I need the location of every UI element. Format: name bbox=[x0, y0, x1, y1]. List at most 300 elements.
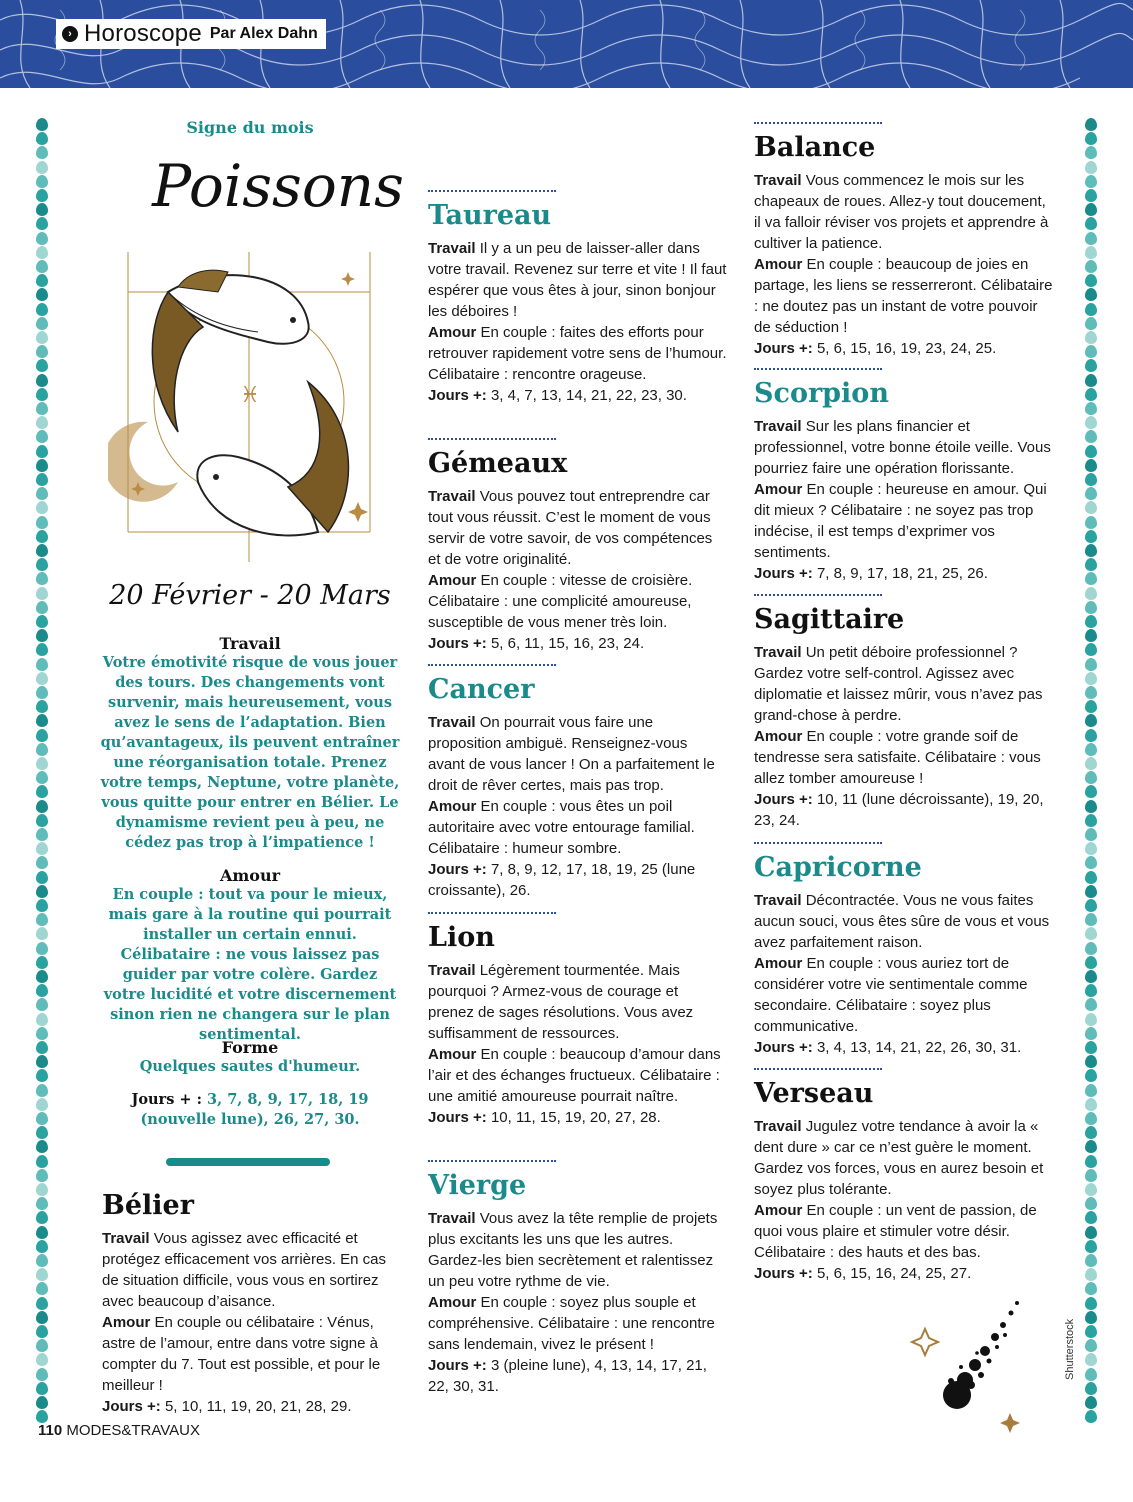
bead-dot bbox=[1085, 345, 1097, 358]
sign-name: Verseau bbox=[754, 1078, 874, 1109]
amour-label: Amour bbox=[428, 572, 477, 589]
travail-text: Sur les plans financier et professionnel, votre bonne étoile veille. Vous pourriez faire une opération florissante. bbox=[754, 418, 1051, 477]
bead-dot bbox=[1085, 1013, 1097, 1026]
sign-name: Sagittaire bbox=[754, 604, 905, 635]
bead-dot bbox=[36, 303, 48, 316]
bead-dot bbox=[1085, 445, 1097, 458]
bead-dot bbox=[36, 359, 48, 372]
jours-text: 10, 11, 15, 19, 20, 27, 28. bbox=[490, 1109, 661, 1126]
bead-dot bbox=[36, 232, 48, 245]
sign-belier bbox=[102, 1190, 402, 1417]
travail-text: Légèrement tourmentée. Mais pourquoi ? Armez-vous de courage et prenez de sages résolutions. Vous avez suffisamment de ressources. bbox=[428, 962, 694, 1042]
bead-dot bbox=[1085, 317, 1097, 330]
sign-body bbox=[754, 416, 1054, 584]
bead-dot bbox=[36, 317, 48, 330]
amour-label: Amour bbox=[754, 728, 803, 745]
bead-dot bbox=[36, 175, 48, 188]
bead-dot bbox=[36, 189, 48, 202]
sign-vierge bbox=[428, 1160, 728, 1397]
dotted-divider bbox=[754, 594, 882, 596]
bead-dot bbox=[36, 1268, 48, 1281]
bead-dot bbox=[1085, 1140, 1097, 1153]
bead-dot bbox=[36, 970, 48, 983]
bead-dot bbox=[1085, 232, 1097, 245]
bead-dot bbox=[1085, 374, 1097, 387]
travail-label: Travail bbox=[754, 172, 802, 189]
amour-text: En couple : votre grande soif de tendresse sera satisfaite. Célibataire : vous allez tomber amoureuse ! bbox=[754, 728, 1041, 787]
bead-dot bbox=[36, 1382, 48, 1395]
bead-dot bbox=[36, 1211, 48, 1224]
bead-dot bbox=[36, 345, 48, 358]
jours-label: Jours +: bbox=[428, 1109, 487, 1126]
bead-dot bbox=[1085, 1240, 1097, 1253]
bead-dot bbox=[36, 629, 48, 642]
sign-of-month-kicker: Signe du mois bbox=[186, 118, 314, 137]
bead-dot bbox=[36, 757, 48, 770]
bead-dot bbox=[1085, 459, 1097, 472]
travail-label: Travail bbox=[754, 644, 802, 661]
bead-dot bbox=[36, 1325, 48, 1338]
bead-dot bbox=[1085, 615, 1097, 628]
jours-text: 5, 6, 11, 15, 16, 23, 24. bbox=[490, 635, 645, 652]
sign-name: Gémeaux bbox=[428, 448, 568, 479]
travail-label: Travail bbox=[428, 714, 476, 731]
bead-dot bbox=[1085, 629, 1097, 642]
jours-text: 10, 11 (lune décroissante), 19, 20, 23, 24. bbox=[754, 791, 1044, 829]
travail-label: Travail bbox=[428, 962, 476, 979]
dotted-divider bbox=[428, 912, 556, 914]
amour-label: Amour bbox=[428, 798, 477, 815]
dotted-divider bbox=[754, 1068, 882, 1070]
amour-text: En couple : beaucoup de joies en partage, les liens se resserreront. Célibataire : ne doutez pas un instant de votre pouvoir de séduction ! bbox=[754, 256, 1053, 336]
jours-label: Jours +: bbox=[754, 1265, 813, 1282]
bead-dot bbox=[36, 714, 48, 727]
bead-dot bbox=[1085, 672, 1097, 685]
sign-body bbox=[428, 238, 728, 406]
featured-forme bbox=[100, 1038, 400, 1077]
bead-dot bbox=[36, 246, 48, 259]
bead-dot bbox=[1085, 146, 1097, 159]
bead-dot bbox=[36, 1240, 48, 1253]
bead-dot bbox=[1085, 260, 1097, 273]
bead-dot bbox=[1085, 714, 1097, 727]
sign-name: Bélier bbox=[102, 1190, 194, 1221]
sign-name: Vierge bbox=[428, 1170, 527, 1201]
travail-text: Il y a un peu de laisser-aller dans votre travail. Revenez sur terre et vite ! Il faut espérer que vous êtes à jour, sinon bonjour les déboires ! bbox=[428, 240, 727, 320]
bead-dot bbox=[1085, 757, 1097, 770]
amour-label: Amour bbox=[754, 955, 803, 972]
bead-dot bbox=[36, 1098, 48, 1111]
sign-sagittaire bbox=[754, 594, 1054, 831]
bead-dot bbox=[36, 700, 48, 713]
bead-dot bbox=[1085, 175, 1097, 188]
bead-dot bbox=[36, 146, 48, 159]
bead-dot bbox=[36, 416, 48, 429]
bead-dot bbox=[36, 1197, 48, 1210]
bead-dot bbox=[36, 516, 48, 529]
travail-text: Vous commencez le mois sur les chapeaux de roues. Allez-y tout doucement, il va falloir réviser vos projets et apprendre à cultiver la patience. bbox=[754, 172, 1049, 252]
sign-name: Balance bbox=[754, 132, 876, 163]
bead-dot bbox=[1085, 1112, 1097, 1125]
amour-text: En couple ou célibataire : Vénus, astre de l’amour, entre dans votre signe à compter du 7. Tout est possible, et pour le meilleur ! bbox=[102, 1314, 381, 1394]
bead-dot bbox=[36, 643, 48, 656]
bead-dot bbox=[1085, 501, 1097, 514]
bead-dot bbox=[36, 814, 48, 827]
bead-dot bbox=[1085, 388, 1097, 401]
header-pattern bbox=[0, 0, 1133, 88]
bead-dot bbox=[36, 1155, 48, 1168]
bead-dot bbox=[36, 1055, 48, 1068]
amour-heading: Amour bbox=[219, 866, 281, 885]
travail-heading: Travail bbox=[219, 634, 281, 653]
sign-name: Lion bbox=[428, 922, 495, 953]
amour-text: En couple : faites des efforts pour retrouver rapidement votre sens de l’humour. Célibataire : rencontre orageuse. bbox=[428, 324, 727, 383]
bead-dot bbox=[1085, 970, 1097, 983]
bead-dot bbox=[36, 785, 48, 798]
bead-dot bbox=[36, 473, 48, 486]
bead-dot bbox=[1085, 1197, 1097, 1210]
bead-dot bbox=[36, 288, 48, 301]
bead-dot bbox=[1085, 1382, 1097, 1395]
bead-dot bbox=[1085, 643, 1097, 656]
featured-days bbox=[100, 1090, 400, 1130]
bead-dot bbox=[1085, 1183, 1097, 1196]
bead-dot bbox=[1085, 700, 1097, 713]
bead-dot bbox=[1085, 814, 1097, 827]
bead-dot bbox=[1085, 161, 1097, 174]
bead-dot bbox=[1085, 658, 1097, 671]
bead-dot bbox=[36, 1311, 48, 1324]
jours-text: 7, 8, 9, 12, 17, 18, 19, 25 (lune croissante), 26. bbox=[428, 861, 696, 899]
forme-heading: Forme bbox=[221, 1038, 279, 1057]
days-label: Jours + : bbox=[131, 1091, 202, 1108]
page-number: 110 bbox=[38, 1422, 63, 1439]
jours-text: 5, 6, 15, 16, 19, 23, 24, 25. bbox=[816, 340, 997, 357]
bead-dot bbox=[1085, 601, 1097, 614]
bead-dot bbox=[36, 899, 48, 912]
sign-verseau bbox=[754, 1068, 1054, 1284]
bead-dot bbox=[36, 1396, 48, 1409]
bead-dot bbox=[1085, 1353, 1097, 1366]
jours-text: 3 (pleine lune), 4, 13, 14, 17, 21, 22, 30, 31. bbox=[428, 1357, 707, 1395]
bead-dot bbox=[36, 544, 48, 557]
bead-dot bbox=[36, 274, 48, 287]
bead-dot bbox=[36, 1169, 48, 1182]
bead-dot bbox=[1085, 998, 1097, 1011]
bead-dot bbox=[36, 885, 48, 898]
jours-text: 7, 8, 9, 17, 18, 21, 25, 26. bbox=[816, 565, 988, 582]
travail-text: Votre émotivité risque de vous jouer des tours. Des changements vont survenir, mais heureusement, vous avez le sens de l’adaptation. Bien qu’avantageux, ils peuvent entraîner une réorganisation totale. Prenez votre temps, Neptune, votre planète, vous quitte pour entrer en Bélier. Le dynamisme revient peu à peu, ne cédez pas trop à l’impatience ! bbox=[100, 654, 400, 851]
pisces-koi-illustration bbox=[108, 232, 390, 572]
sign-lion bbox=[428, 912, 728, 1128]
bead-dot bbox=[1085, 743, 1097, 756]
bead-dot bbox=[1085, 487, 1097, 500]
bead-dot bbox=[1085, 1098, 1097, 1111]
jours-label: Jours +: bbox=[428, 635, 487, 652]
bead-dot bbox=[36, 913, 48, 926]
bead-dot bbox=[36, 1084, 48, 1097]
sign-name: Scorpion bbox=[754, 378, 889, 409]
bead-dot bbox=[36, 828, 48, 841]
featured-amour bbox=[100, 866, 400, 1045]
bead-dot bbox=[1085, 956, 1097, 969]
jours-label: Jours +: bbox=[754, 565, 813, 582]
amour-text: En couple : vitesse de croisière. Célibataire : une complicité amoureuse, susceptible de vous mener très loin. bbox=[428, 572, 693, 631]
amour-label: Amour bbox=[428, 1294, 477, 1311]
bead-dot bbox=[1085, 1069, 1097, 1082]
travail-text: Un petit déboire professionnel ? Gardez votre self-control. Agissez avec diplomatie et laissez mûrir, vous n’avez pas grand-chose à perdre. bbox=[754, 644, 1043, 724]
bead-dot bbox=[36, 729, 48, 742]
bead-dot bbox=[1085, 473, 1097, 486]
sign-body bbox=[754, 1116, 1054, 1284]
bead-dot bbox=[1085, 1325, 1097, 1338]
bead-dot bbox=[36, 927, 48, 940]
amour-label: Amour bbox=[754, 256, 803, 273]
bead-dot bbox=[36, 1339, 48, 1352]
bead-dot bbox=[36, 1041, 48, 1054]
dotted-divider bbox=[754, 368, 882, 370]
sign-name: Taureau bbox=[428, 200, 552, 231]
bead-dot bbox=[36, 856, 48, 869]
bead-dot bbox=[36, 530, 48, 543]
bead-dot bbox=[36, 587, 48, 600]
jours-label: Jours +: bbox=[102, 1398, 161, 1415]
bead-dot bbox=[36, 1353, 48, 1366]
featured-dates: 20 Février - 20 Mars bbox=[109, 580, 391, 611]
bead-dot bbox=[1085, 1211, 1097, 1224]
travail-label: Travail bbox=[754, 418, 802, 435]
bead-dot bbox=[1085, 1126, 1097, 1139]
bead-dot bbox=[1085, 288, 1097, 301]
dotted-divider bbox=[754, 122, 882, 124]
bead-dot bbox=[36, 842, 48, 855]
bead-dot bbox=[36, 771, 48, 784]
bead-dot bbox=[1085, 1027, 1097, 1040]
bead-dot bbox=[36, 132, 48, 145]
dotted-divider bbox=[754, 842, 882, 844]
amour-text: En couple : soyez plus souple et compréhensive. Célibataire : une rencontre sans lendemain, vivez le présent ! bbox=[428, 1294, 715, 1353]
bead-dot bbox=[36, 1126, 48, 1139]
photo-credit: Shutterstock bbox=[1064, 1318, 1076, 1380]
bead-dot bbox=[36, 1254, 48, 1267]
bead-dot bbox=[1085, 942, 1097, 955]
bead-dot bbox=[1085, 1311, 1097, 1324]
travail-label: Travail bbox=[754, 892, 802, 909]
travail-text: Décontractée. Vous ne vous faites aucun souci, vous êtes sûre de vous et vous avez parfaitement raison. bbox=[754, 892, 1050, 951]
sign-body bbox=[428, 1208, 728, 1397]
bead-dot bbox=[36, 1069, 48, 1082]
bead-dot bbox=[36, 743, 48, 756]
bead-dot bbox=[36, 203, 48, 216]
bead-dot bbox=[36, 1027, 48, 1040]
bead-dot bbox=[36, 672, 48, 685]
bead-dot bbox=[1085, 1339, 1097, 1352]
magazine-name: MODES&TRAVAUX bbox=[66, 1422, 201, 1439]
bead-dot bbox=[1085, 303, 1097, 316]
bead-dot bbox=[36, 686, 48, 699]
bead-dot bbox=[36, 260, 48, 273]
section-title: Horoscope bbox=[84, 20, 202, 47]
jours-label: Jours +: bbox=[428, 1357, 487, 1374]
amour-label: Amour bbox=[102, 1314, 151, 1331]
bead-dot bbox=[1085, 1041, 1097, 1054]
amour-text: En couple : tout va pour le mieux, mais gare à la routine qui pourrait installer un certain ennui. Célibataire : ne vous laissez pas guider par votre colère. Gardez votre lucidité et votre discernement sinon rien ne changera sur le plan sentimental. bbox=[103, 886, 397, 1043]
amour-text: En couple : beaucoup d’amour dans l’air et des échanges fructueux. Célibataire : une amitié amoureuse pourrait naître. bbox=[428, 1046, 721, 1105]
travail-label: Travail bbox=[754, 1118, 802, 1135]
dotted-divider bbox=[428, 664, 556, 666]
bead-dot bbox=[1085, 1055, 1097, 1068]
bead-dot bbox=[1085, 1368, 1097, 1381]
jours-text: 3, 4, 7, 13, 14, 21, 22, 23, 30. bbox=[490, 387, 687, 404]
bead-dot bbox=[36, 217, 48, 230]
amour-text: En couple : un vent de passion, de quoi vous plaire et stimuler votre désir. Célibataire : des hauts et des bas. bbox=[754, 1202, 1037, 1261]
travail-label: Travail bbox=[102, 1230, 150, 1247]
teal-divider-bar bbox=[166, 1158, 330, 1166]
jours-text: 5, 6, 15, 16, 24, 25, 27. bbox=[816, 1265, 972, 1282]
bead-dot bbox=[1085, 842, 1097, 855]
bead-dot bbox=[1085, 686, 1097, 699]
bead-dot bbox=[36, 118, 48, 131]
bead-dot bbox=[36, 572, 48, 585]
amour-text: En couple : heureuse en amour. Qui dit mieux ? Célibataire : ne soyez pas trop indécise, il est temps d’exprimer vos sentiments. bbox=[754, 481, 1047, 561]
amour-label: Amour bbox=[754, 1202, 803, 1219]
dotted-divider bbox=[428, 1160, 556, 1162]
bead-dot bbox=[1085, 558, 1097, 571]
sign-body bbox=[754, 890, 1054, 1058]
koi-fish-bottom bbox=[197, 382, 348, 535]
bead-dot bbox=[36, 871, 48, 884]
bead-dot bbox=[36, 1112, 48, 1125]
bead-dot bbox=[36, 601, 48, 614]
bead-dot bbox=[36, 331, 48, 344]
bead-dot bbox=[1085, 1254, 1097, 1267]
star-icon bbox=[912, 1329, 938, 1355]
amour-text: En couple : vous auriez tort de considérer votre vie sentimentale comme secondaire. Célibataire : soyez plus communicative. bbox=[754, 955, 1028, 1035]
bead-dot bbox=[1085, 402, 1097, 415]
bead-dot bbox=[1085, 1297, 1097, 1310]
jours-label: Jours +: bbox=[754, 340, 813, 357]
bead-dot bbox=[1085, 416, 1097, 429]
jours-text: 3, 4, 13, 14, 21, 22, 26, 30, 31. bbox=[816, 1039, 1022, 1056]
bead-dot bbox=[36, 1183, 48, 1196]
sign-body bbox=[428, 486, 728, 654]
bead-dot bbox=[1085, 530, 1097, 543]
bead-dot bbox=[36, 402, 48, 415]
sign-body bbox=[428, 712, 728, 901]
featured-sign-title: Poissons bbox=[152, 152, 404, 220]
bead-dot bbox=[1085, 217, 1097, 230]
bead-dot bbox=[1085, 246, 1097, 259]
bead-dot bbox=[1085, 785, 1097, 798]
featured-days-line bbox=[100, 1090, 400, 1130]
bead-dot bbox=[36, 998, 48, 1011]
bead-dot bbox=[1085, 189, 1097, 202]
bead-dot bbox=[36, 1368, 48, 1381]
bead-dot bbox=[1085, 729, 1097, 742]
travail-label: Travail bbox=[428, 1210, 476, 1227]
bead-dot bbox=[1085, 800, 1097, 813]
days-value: 3, 7, 8, 9, 17, 18, 19 (nouvelle lune), 26, 27, 30. bbox=[140, 1091, 369, 1128]
bead-dot bbox=[36, 430, 48, 443]
bead-dot bbox=[1085, 1410, 1097, 1423]
travail-label: Travail bbox=[428, 240, 476, 257]
bead-dot bbox=[36, 374, 48, 387]
bead-dot bbox=[36, 956, 48, 969]
author-byline: Par Alex Dahn bbox=[209, 25, 318, 42]
travail-text: Jugulez votre tendance à avoir la « dent dure » car ce n’est guère le moment. Gardez vos forces, vous en aurez besoin et soyez plus tolérante. bbox=[754, 1118, 1044, 1198]
bead-dot bbox=[1085, 913, 1097, 926]
right-bead-border bbox=[1085, 118, 1099, 1423]
travail-text: Vous pouvez tout entreprendre car tout vous réussit. C’est le moment de vous servir de votre savoir, de vos compétences et de votre originalité. bbox=[428, 488, 713, 568]
bead-dot bbox=[1085, 132, 1097, 145]
jours-label: Jours +: bbox=[754, 1039, 813, 1056]
bead-dot bbox=[1085, 203, 1097, 216]
amour-label: Amour bbox=[754, 481, 803, 498]
pisces-symbol-icon: ♓ bbox=[240, 383, 260, 408]
bead-dot bbox=[36, 1226, 48, 1239]
bead-dot bbox=[1085, 331, 1097, 344]
bead-dot bbox=[1085, 984, 1097, 997]
bead-dot bbox=[36, 161, 48, 174]
bead-dot bbox=[36, 1140, 48, 1153]
bead-dot bbox=[36, 1013, 48, 1026]
bead-dot bbox=[1085, 1282, 1097, 1295]
sparkle-icon bbox=[1000, 1413, 1020, 1433]
bead-dot bbox=[1085, 1155, 1097, 1168]
bead-dot bbox=[1085, 899, 1097, 912]
bead-dot bbox=[36, 501, 48, 514]
bead-dot bbox=[1085, 1396, 1097, 1409]
bead-dot bbox=[1085, 544, 1097, 557]
bead-dot bbox=[36, 1282, 48, 1295]
jours-label: Jours +: bbox=[428, 387, 487, 404]
travail-label: Travail bbox=[428, 488, 476, 505]
sign-capricorne bbox=[754, 842, 1054, 1058]
bead-dot bbox=[1085, 856, 1097, 869]
jours-label: Jours +: bbox=[428, 861, 487, 878]
bead-dot bbox=[1085, 1226, 1097, 1239]
bead-dot bbox=[1085, 771, 1097, 784]
chevron-right-icon: › bbox=[62, 26, 78, 42]
bead-dot bbox=[36, 459, 48, 472]
sign-body bbox=[428, 960, 728, 1128]
header-label bbox=[56, 19, 326, 49]
sign-body bbox=[754, 642, 1054, 831]
sign-scorpion bbox=[754, 368, 1054, 584]
amour-label: Amour bbox=[428, 324, 477, 341]
bead-dot bbox=[1085, 885, 1097, 898]
bead-dot bbox=[1085, 587, 1097, 600]
bead-dot bbox=[1085, 516, 1097, 529]
sign-gemeaux bbox=[428, 438, 728, 654]
bead-dot bbox=[36, 942, 48, 955]
bead-dot bbox=[1085, 572, 1097, 585]
forme-text: Quelques sautes d'humeur. bbox=[139, 1058, 361, 1075]
bead-dot bbox=[36, 558, 48, 571]
dotted-divider bbox=[428, 438, 556, 440]
bead-dot bbox=[1085, 274, 1097, 287]
bead-dot bbox=[36, 615, 48, 628]
bead-dot bbox=[1085, 1169, 1097, 1182]
sign-name: Capricorne bbox=[754, 852, 922, 883]
sign-body bbox=[754, 170, 1054, 359]
amour-label: Amour bbox=[428, 1046, 477, 1063]
jours-text: 5, 10, 11, 19, 20, 21, 28, 29. bbox=[164, 1398, 352, 1415]
bead-dot bbox=[36, 445, 48, 458]
bead-dot bbox=[36, 658, 48, 671]
featured-travail bbox=[100, 634, 400, 853]
bead-dot bbox=[36, 487, 48, 500]
